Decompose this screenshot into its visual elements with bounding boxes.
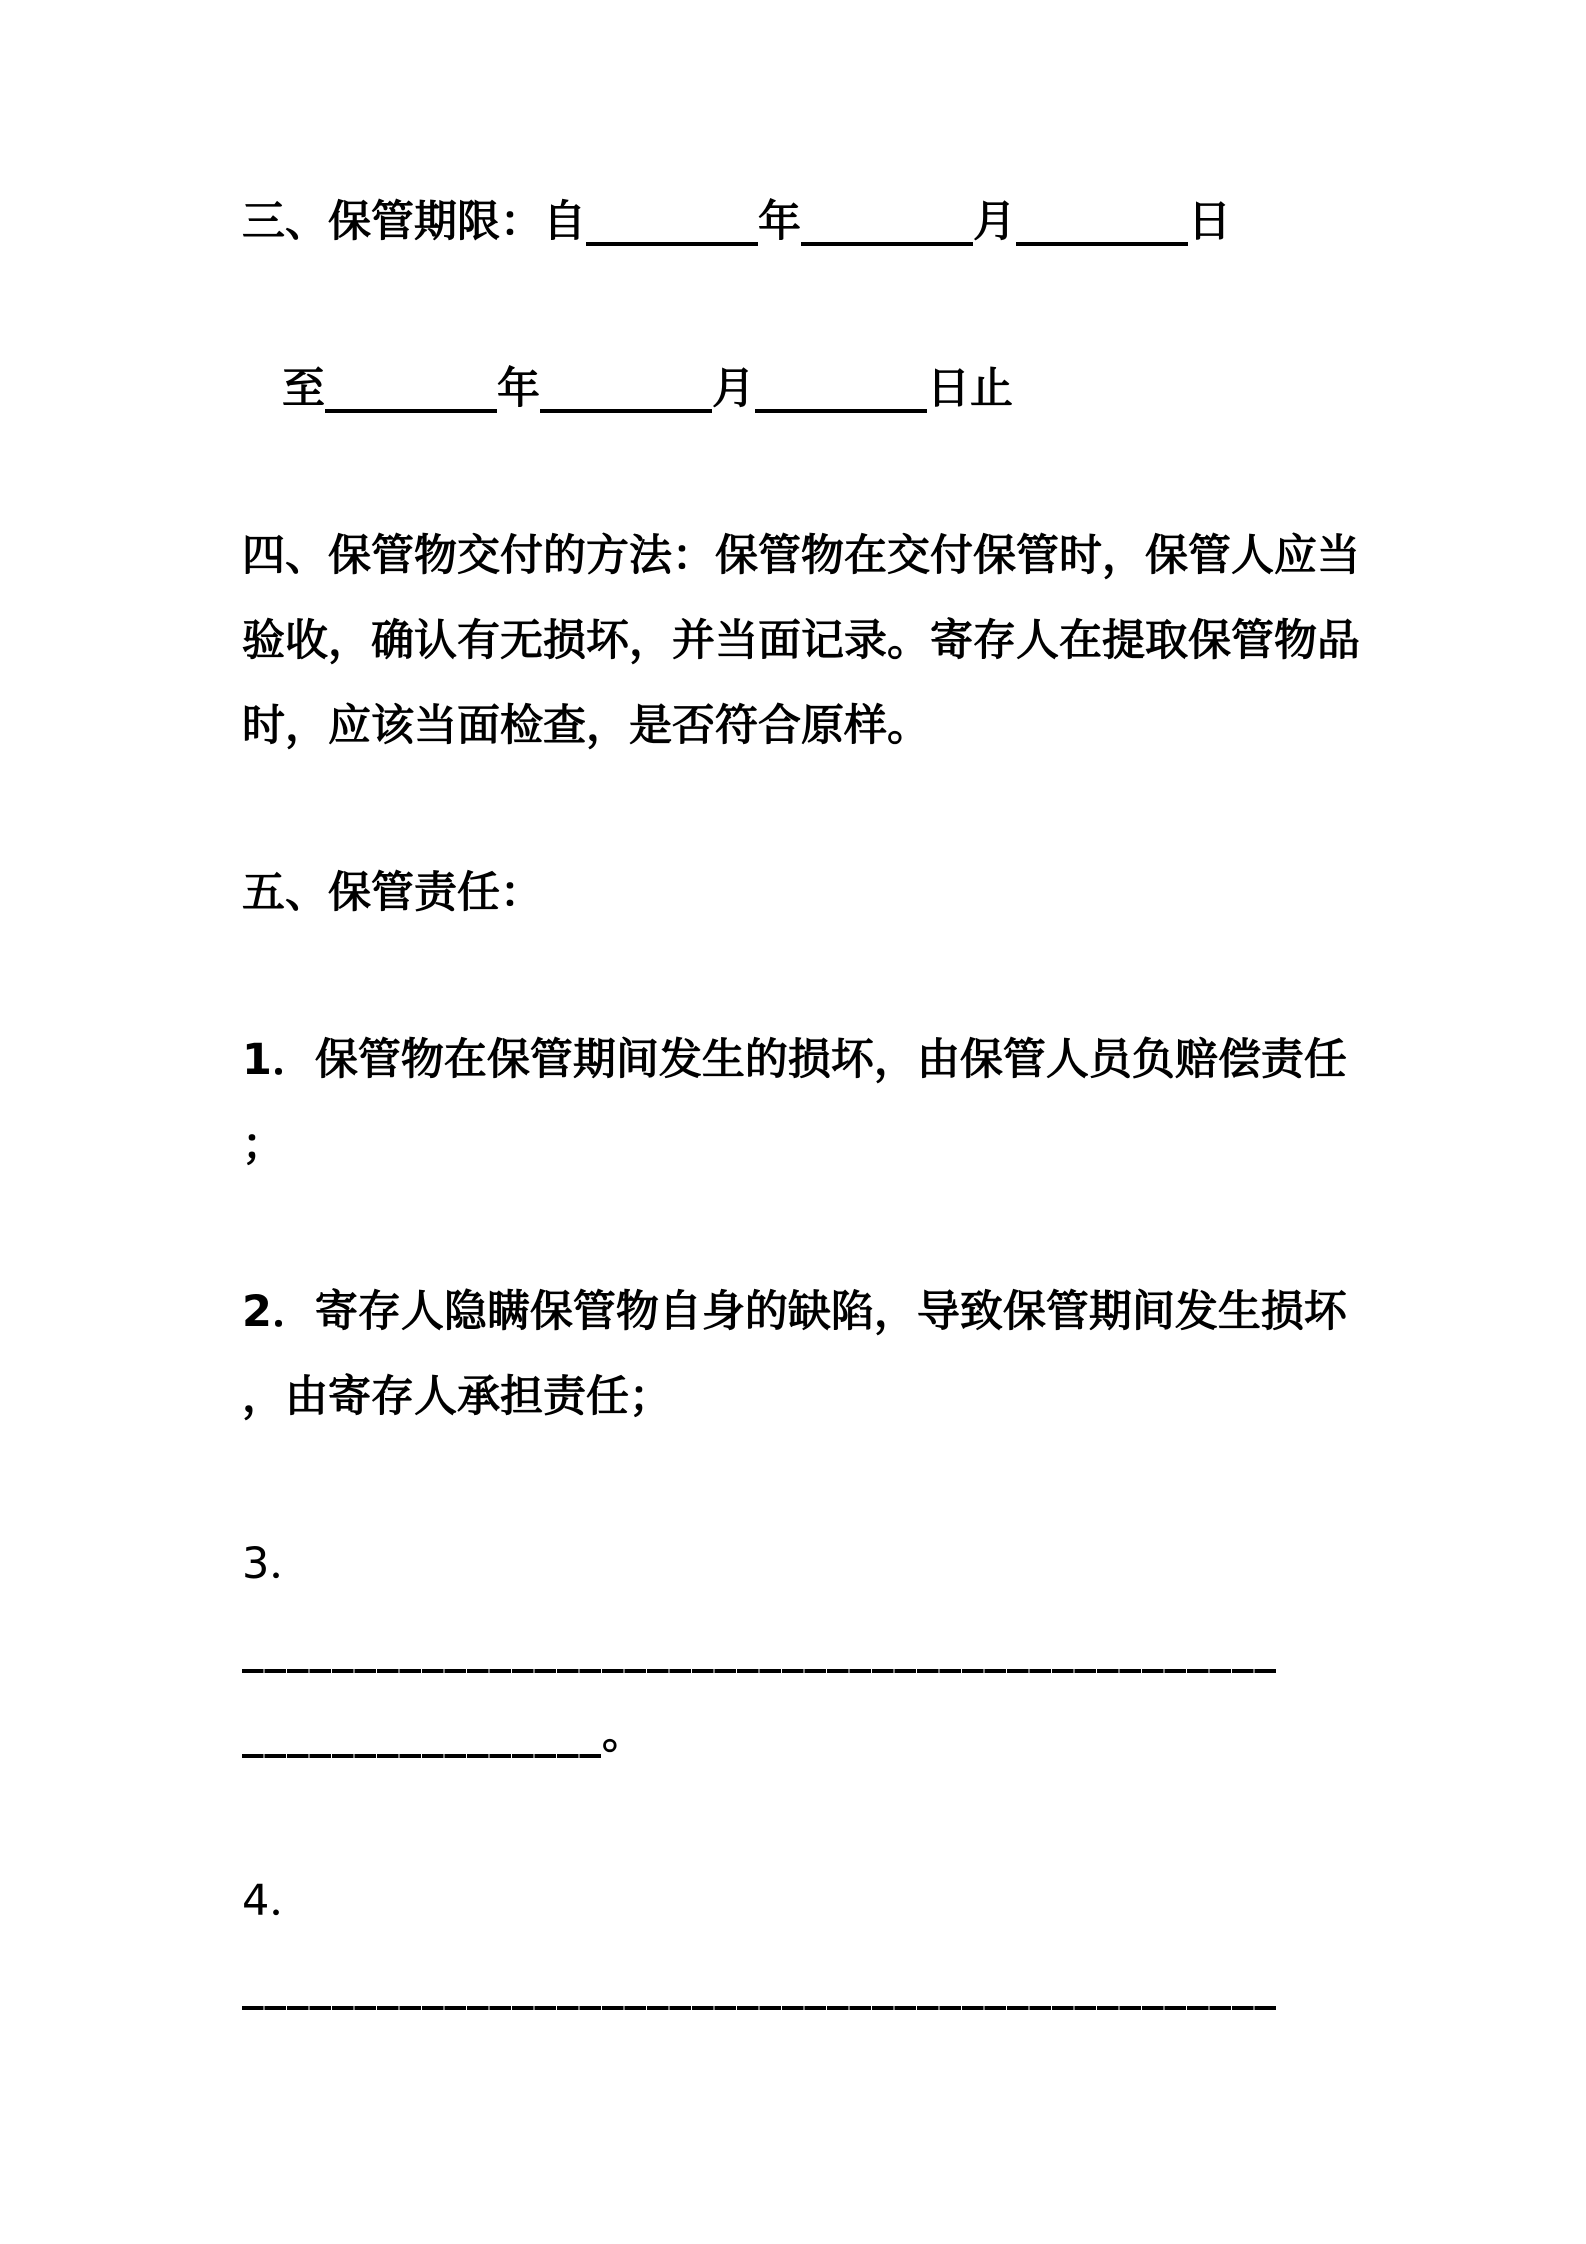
clause-5-item-2 (242, 1270, 1386, 1440)
fill-in-blank-line: ______________________________________________ (242, 1961, 1277, 2011)
text-line: 三、保管期限：自________年________月________日 (242, 197, 1231, 247)
text-line: 验收，确认有无损坏，并当面记录。寄存人在提取保管物品 (242, 616, 1360, 666)
fill-in-blank-line: ________________。 (242, 1709, 646, 1759)
clause-3-term-line-2 (242, 347, 1386, 432)
text-line: 至________年________月________日止 (282, 364, 1013, 414)
clause-5-item-3 (242, 1522, 1386, 1777)
text-line: 五、保管责任： (242, 868, 543, 918)
text-line: ； (242, 1120, 285, 1170)
text-line: 1．保管物在保管期间发生的损坏，由保管人员负赔偿责任 (242, 1035, 1347, 1085)
text-line: 四、保管物交付的方法：保管物在交付保管时，保管人应当 (242, 531, 1360, 581)
text-line: 时，应该当面检查，是否符合原样。 (242, 701, 930, 751)
clause-4-delivery-method (242, 514, 1386, 769)
text-line: 2．寄存人隐瞒保管物自身的缺陷，导致保管期间发生损坏 (242, 1287, 1347, 1337)
text-line: 3． (242, 1539, 313, 1589)
clause-5-item-1 (242, 1018, 1386, 1188)
clause-5-item-4 (242, 1859, 1386, 2029)
clause-3-term-line-1 (242, 180, 1386, 265)
document-text-blocks (242, 180, 1386, 2029)
fill-in-blank-line: ______________________________________________ (242, 1624, 1277, 1674)
text-line: ，由寄存人承担责任； (242, 1372, 672, 1422)
clause-5-heading (242, 851, 1386, 936)
text-line: 4． (242, 1876, 313, 1926)
